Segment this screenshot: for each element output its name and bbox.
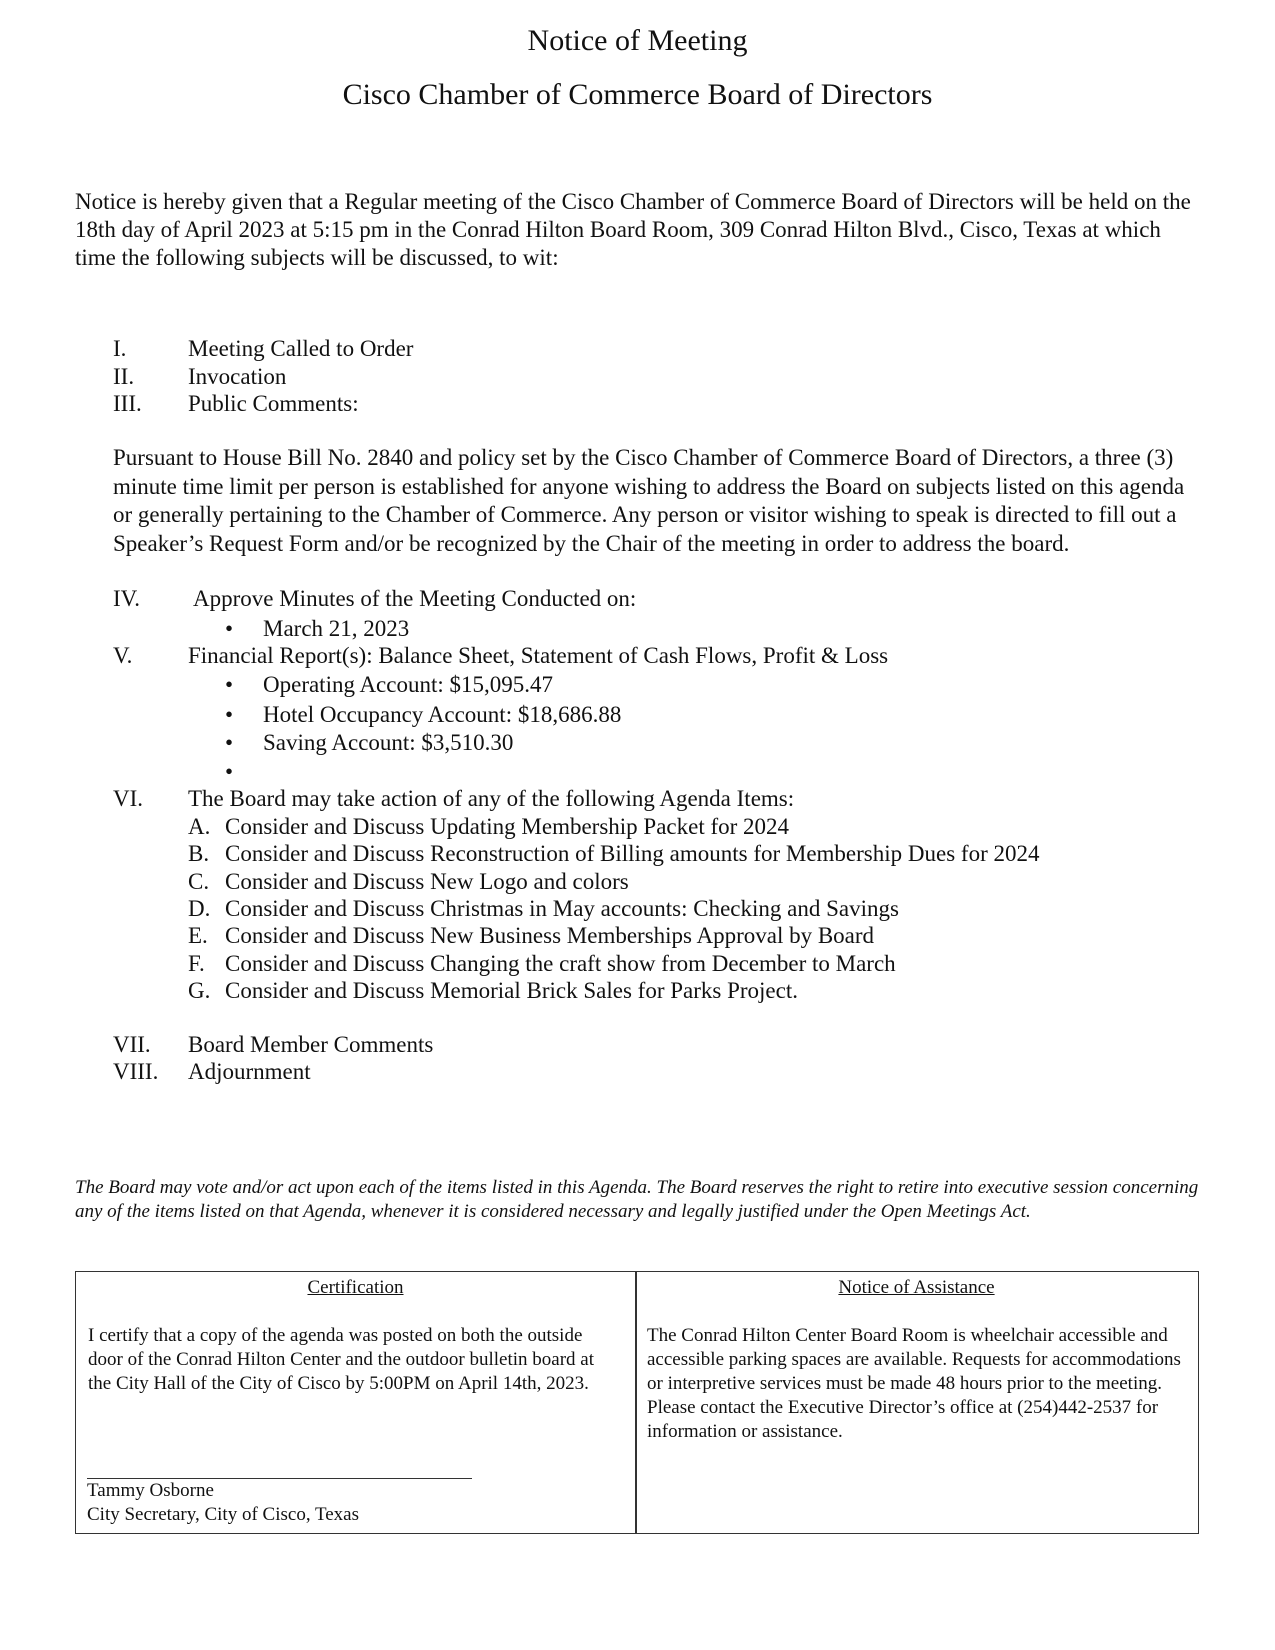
disclaimer: The Board may vote and/or act upon each of the items listed in this Agenda. The Board reserves the right to retire into executive session concerning any of the items listed on that Agenda, whenever it is considered necessary and legally justified under the Open Meetings Act. [75, 1177, 1199, 1222]
assistance-heading: Notice of Assistance [838, 1277, 995, 1298]
financial-bullet: Saving Account: $3,510.30 [263, 730, 514, 755]
certification-text: I certify that a copy of the agenda was posted on both the outside door of the Conrad Hilton Center and the outdoor bulletin board at the City Hall of the City of Cisco by 5:00PM on April 14th, 2023. [88, 1325, 595, 1394]
bullet-glyph: • [225, 702, 234, 727]
minutes-bullet: March 21, 2023 [263, 616, 410, 641]
agenda-item-number: I. [113, 336, 127, 361]
agenda-item-number: VIII. [113, 1059, 159, 1084]
subitem-text: Consider and Discuss Changing the craft show from December to March [225, 951, 896, 976]
agenda-item-number: V. [113, 643, 133, 668]
public-comments-paragraph: Pursuant to House Bill No. 2840 and policy set by the Cisco Chamber of Commerce Board of Directors, a three (3) minute time limit per person is established for anyone wishing to address the Board on subjects listed on this agenda or generally pertaining to the Chamber of Commerce. Any person or visitor wishing to speak is directed to fill out a Speaker’s Request Form and/or be recognized by the Chair of the meeting in order to address the board. [113, 445, 1185, 556]
subitem-letter: F. [188, 951, 205, 976]
signature-line [87, 1478, 472, 1479]
agenda-item-number: II. [113, 364, 135, 389]
agenda-item-number: IV. [113, 586, 141, 611]
subitem-text: Consider and Discuss Updating Membership Packet for 2024 [225, 814, 790, 839]
agenda-item-number: III. [113, 391, 142, 416]
agenda-item-text: The Board may take action of any of the following Agenda Items: [188, 786, 795, 811]
signer-title: City Secretary, City of Cisco, Texas [87, 1504, 360, 1525]
page-title: Notice of Meeting [527, 24, 748, 57]
agenda-item-text: Board Member Comments [188, 1032, 434, 1057]
assistance-text: The Conrad Hilton Center Board Room is wheelchair accessible and accessible parking spaces are available. Requests for accommodations or interpretive services must be made 48 hours prior to the meeting. Please contact the Executive Director’s office at (254)442-2537 for information or assistance. [647, 1325, 1181, 1442]
subitem-letter: E. [188, 923, 208, 948]
subitem-letter: D. [188, 896, 211, 921]
subitem-letter: B. [188, 841, 210, 866]
agenda-item-text: Invocation [188, 364, 287, 389]
info-table [75, 1271, 1199, 1534]
subitem-text: Consider and Discuss Memorial Brick Sales for Parks Project. [225, 978, 798, 1003]
table-divider [635, 1272, 637, 1533]
subitem-letter: A. [188, 814, 211, 839]
bullet-glyph: • [225, 672, 234, 697]
subitem-text: Consider and Discuss New Business Memberships Approval by Board [225, 923, 875, 948]
subitem-letter: G. [188, 978, 211, 1003]
financial-bullet: Hotel Occupancy Account: $18,686.88 [263, 702, 622, 727]
bullet-glyph: • [225, 730, 234, 755]
agenda-item-number: VII. [113, 1032, 151, 1057]
bullet-glyph: • [225, 759, 234, 784]
subitem-text: Consider and Discuss New Logo and colors [225, 869, 629, 894]
subitem-text: Consider and Discuss Christmas in May accounts: Checking and Savings [225, 896, 899, 921]
bullet-glyph: • [225, 616, 234, 641]
agenda-item-text: Meeting Called to Order [188, 336, 414, 361]
agenda-item-text: Financial Report(s): Balance Sheet, Statement of Cash Flows, Profit & Loss [188, 643, 889, 668]
financial-bullet: Operating Account: $15,095.47 [263, 672, 554, 697]
signer-name: Tammy Osborne [87, 1480, 214, 1501]
subitem-letter: C. [188, 869, 210, 894]
assistance-cell [647, 1272, 1187, 1533]
agenda-item-text: Approve Minutes of the Meeting Conducted on: [193, 586, 637, 611]
page-subtitle: Cisco Chamber of Commerce Board of Directors [342, 78, 933, 111]
agenda-item-text: Public Comments: [188, 391, 359, 416]
agenda-item-text: Adjournment [188, 1059, 311, 1084]
agenda-item-number: VI. [113, 786, 144, 811]
intro-paragraph: Notice is hereby given that a Regular meeting of the Cisco Chamber of Commerce Board of Directors will be held on the 18th day of April 2023 at 5:15 pm in the Conrad Hilton Board Room, 309 Conrad Hilton Blvd., Cisco, Texas at which time the following subjects will be discussed, to wit: [75, 189, 1191, 270]
certification-heading: Certification [307, 1277, 404, 1298]
subitem-text: Consider and Discuss Reconstruction of Billing amounts for Membership Dues for 2024 [225, 841, 1040, 866]
